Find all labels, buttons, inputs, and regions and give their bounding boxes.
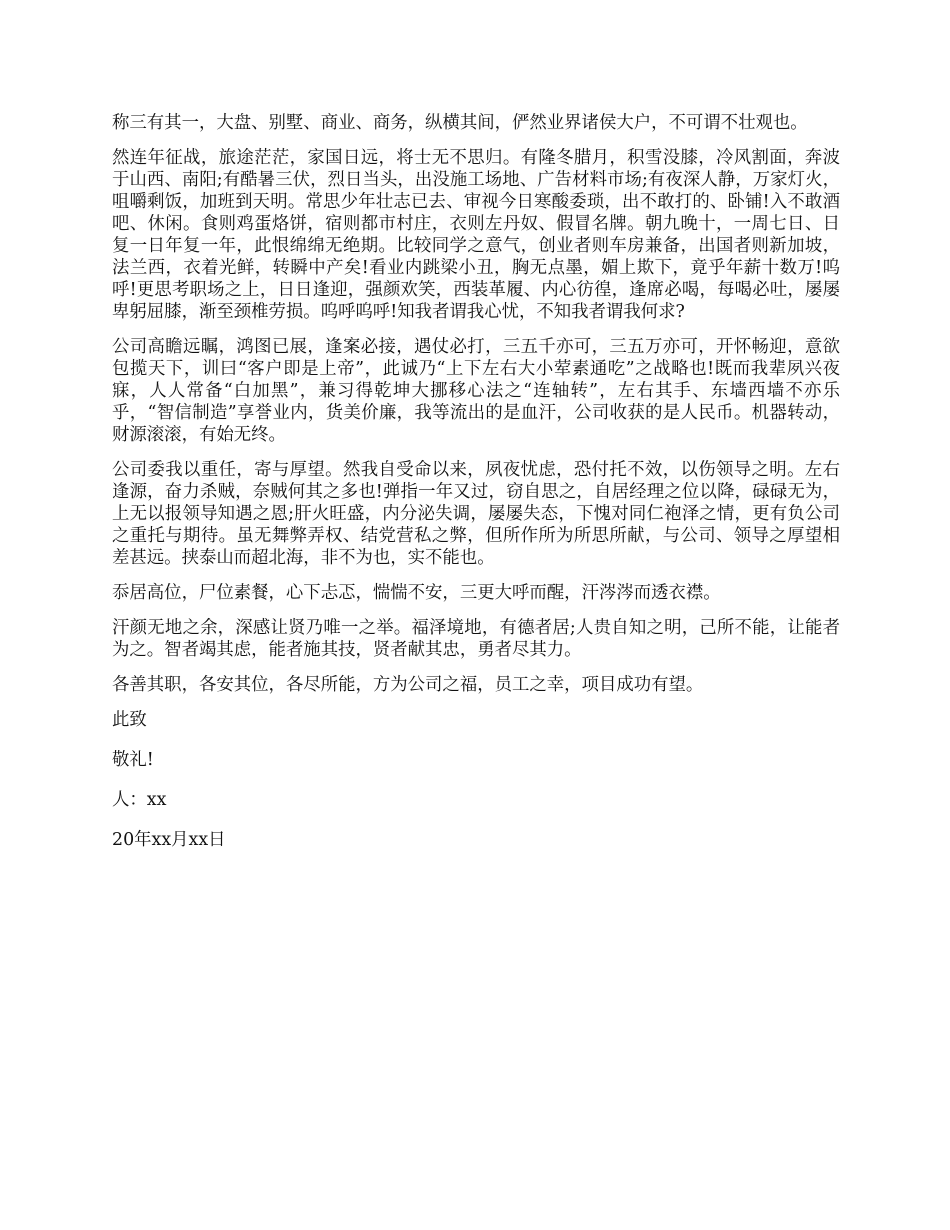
paragraph-3: 公司高瞻远瞩，鸿图已展，逢案必接，遇仗必打，三五千亦可，三五万亦可，开怀畅迎，意欲包揽天下，训曰“客户即是上帝”，此诚乃“上下左右大小荤素通吃”之战略也!既而我辈夙兴夜寐，人人常备“白加黑”，兼习得乾坤大挪移心法之“连轴转”，左右其手、东墙西墙不亦乐乎，“智信制造”享誉业内，货美价廉，我等流出的是血汗，公司收获的是人民币。机器转动，财源滚滚，有始无终。 bbox=[112, 337, 840, 445]
date-line: 20年xx月xx日 bbox=[112, 830, 226, 850]
closing-salutation: 此致 bbox=[112, 710, 147, 730]
letter-document bbox=[112, 112, 840, 869]
paragraph-1: 称三有其一，大盘、别墅、商业、商务，纵横其间，俨然业界诸侯大户，不可谓不壮观也。 bbox=[112, 113, 808, 133]
closing-respect: 敬礼! bbox=[112, 750, 154, 770]
paragraph-7: 各善其职，各安其位，各尽所能，方为公司之福，员工之幸，项目成功有望。 bbox=[112, 675, 704, 695]
paragraph-6: 汗颜无地之余，深感让贤乃唯一之举。福泽境地，有德者居;人贵自知之明，己所不能，让能者为之。智者竭其虑，能者施其技，贤者献其忠，勇者尽其力。 bbox=[112, 618, 840, 660]
paragraph-4: 公司委我以重任，寄与厚望。然我自受命以来，夙夜忧虑，恐付托不效，以伤领导之明。左右逢源，奋力杀贼，奈贼何其之多也!弹指一年又过，窃自思之，自居经理之位以降，碌碌无为，上无以报领导知遇之恩;肝火旺盛，内分泌失调，屡屡失态，下愧对同仁袍泽之情，更有负公司之重托与期待。虽无舞弊弄权、结党营私之弊，但所作所为所思所献，与公司、领导之厚望相差甚远。挟泰山而超北海，非不为也，实不能也。 bbox=[112, 460, 840, 568]
paragraph-2: 然连年征战，旅途茫茫，家国日远，将士无不思归。有隆冬腊月，积雪没膝，冷风割面，奔波于山西、南阳;有酷暑三伏，烈日当头，出没施工场地、广告材料市场;有夜深人静，万家灯火，咀嚼剩饭，加班到天明。常思少年壮志已去、审视今日寒酸委琐，出不敢打的、卧铺!入不敢酒吧、休闲。食则鸡蛋烙饼，宿则都市村庄，衣则左丹奴、假冒名牌。朝九晚十，一周七日、日复一日年复一年，此恨绵绵无绝期。比较同学之意气，创业者则车房兼备，出国者则新加坡，法兰西，衣着光鲜，转瞬中产矣!看业内跳梁小丑，胸无点墨，媚上欺下，竟乎年薪十数万!呜呼!更思考职场之上，日日逢迎，强颜欢笑，西装革履、内心彷徨，逢席必喝，每喝必吐，屡屡卑躬屈膝，渐至颈椎劳损。呜呼呜呼!知我者谓我心忧，不知我者谓我何求? bbox=[112, 148, 840, 322]
signer-line: 人：xx bbox=[112, 790, 167, 810]
paragraph-5: 忝居高位，尸位素餐，心下忐忑，惴惴不安，三更大呼而醒，汗涔涔而透衣襟。 bbox=[112, 583, 721, 603]
